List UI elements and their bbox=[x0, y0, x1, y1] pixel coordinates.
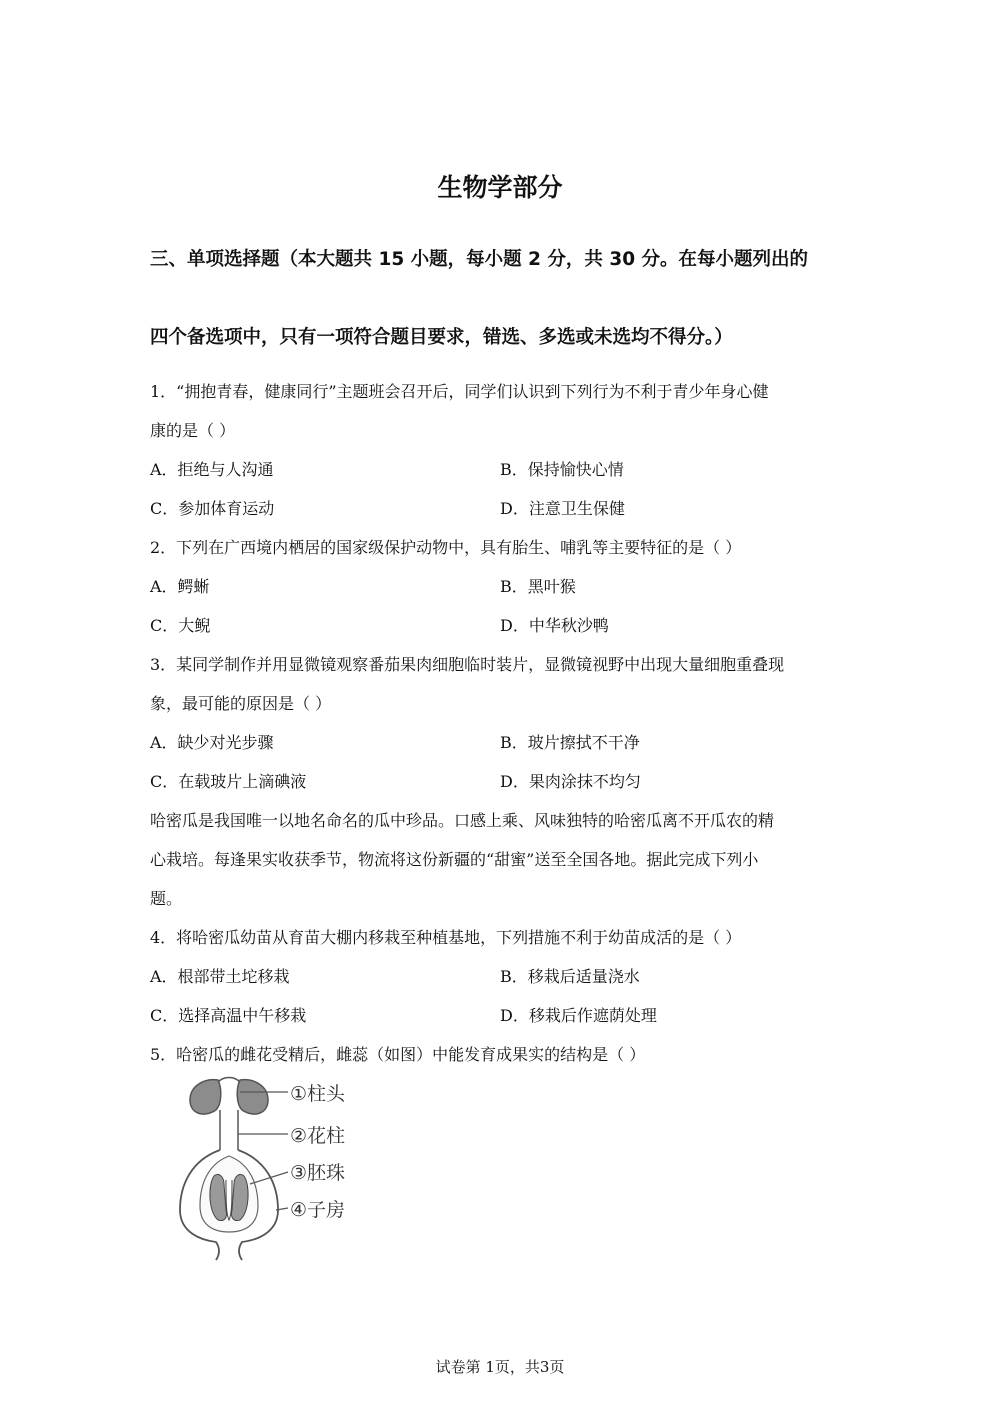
q1-stem-line-2: 康的是（ ） bbox=[150, 421, 236, 440]
q3-option-d: D．果肉涂抹不均匀 bbox=[500, 772, 641, 791]
passage-line-3: 题。 bbox=[150, 889, 183, 908]
q4-option-c: C．选择高温中午移栽 bbox=[150, 1006, 307, 1025]
pistil-illustration bbox=[180, 1078, 288, 1261]
q3-stem-line-1: 3．某同学制作并用显微镜观察番茄果肉细胞临时装片，显微镜视野中出现大量细胞重叠现 bbox=[150, 655, 785, 674]
q1-option-a: A．拒绝与人沟通 bbox=[150, 460, 274, 479]
page-title: 生物学部分 bbox=[437, 173, 563, 202]
q4-option-a: A．根部带土坨移栽 bbox=[150, 967, 290, 986]
q3-stem-line-2: 象，最可能的原因是（ ） bbox=[150, 694, 332, 713]
label-ovule: ③胚珠 bbox=[290, 1162, 346, 1184]
q1-option-c: C．参加体育运动 bbox=[150, 499, 275, 518]
q2-option-a: A．鳄蜥 bbox=[150, 577, 210, 596]
q1-stem-line-1: 1．“拥抱青春，健康同行”主题班会召开后，同学们认识到下列行为不利于青少年身心健 bbox=[150, 382, 769, 401]
q4-stem-line-1: 4．将哈密瓜幼苗从育苗大棚内移栽至种植基地，下列措施不利于幼苗成活的是（ ） bbox=[150, 928, 742, 947]
q3-option-c: C．在载玻片上滴碘液 bbox=[150, 772, 307, 791]
label-ovary: ④子房 bbox=[290, 1199, 346, 1221]
section-heading-line-1: 三、单项选择题（本大题共 15 小题，每小题 2 分，共 30 分。在每小题列出的 bbox=[150, 249, 809, 270]
label-style: ②花柱 bbox=[290, 1125, 346, 1147]
q2-stem-line-1: 2．下列在广西境内栖居的国家级保护动物中，具有胎生、哺乳等主要特征的是（ ） bbox=[150, 538, 742, 557]
q3-option-a: A．缺少对光步骤 bbox=[150, 733, 274, 752]
page-footer: 试卷第 1页，共3页 bbox=[435, 1358, 565, 1376]
pistil-diagram bbox=[170, 1072, 370, 1262]
q1-option-d: D．注意卫生保健 bbox=[500, 499, 625, 518]
passage-line-2: 心栽培。每逢果实收获季节，物流将这份新疆的“甜蜜”送至全国各地。据此完成下列小 bbox=[150, 850, 759, 869]
q3-option-b: B．玻片擦拭不干净 bbox=[500, 733, 640, 752]
passage-line-1: 哈密瓜是我国唯一以地名命名的瓜中珍品。口感上乘、风味独特的哈密瓜离不开瓜农的精 bbox=[150, 811, 775, 830]
label-stigma: ①柱头 bbox=[290, 1083, 346, 1105]
q2-option-d: D．中华秋沙鸭 bbox=[500, 616, 609, 635]
q4-option-d: D．移栽后作遮荫处理 bbox=[500, 1006, 657, 1025]
q2-option-b: B．黑叶猴 bbox=[500, 577, 576, 596]
q5-stem-line-1: 5．哈密瓜的雌花受精后，雌蕊（如图）中能发育成果实的结构是（ ） bbox=[150, 1045, 646, 1064]
section-heading-line-2: 四个备选项中，只有一项符合题目要求，错选、多选或未选均不得分。） bbox=[150, 327, 733, 348]
q1-option-b: B．保持愉快心情 bbox=[500, 460, 624, 479]
q4-option-b: B．移栽后适量浇水 bbox=[500, 967, 640, 986]
q2-option-c: C．大鲵 bbox=[150, 616, 211, 635]
